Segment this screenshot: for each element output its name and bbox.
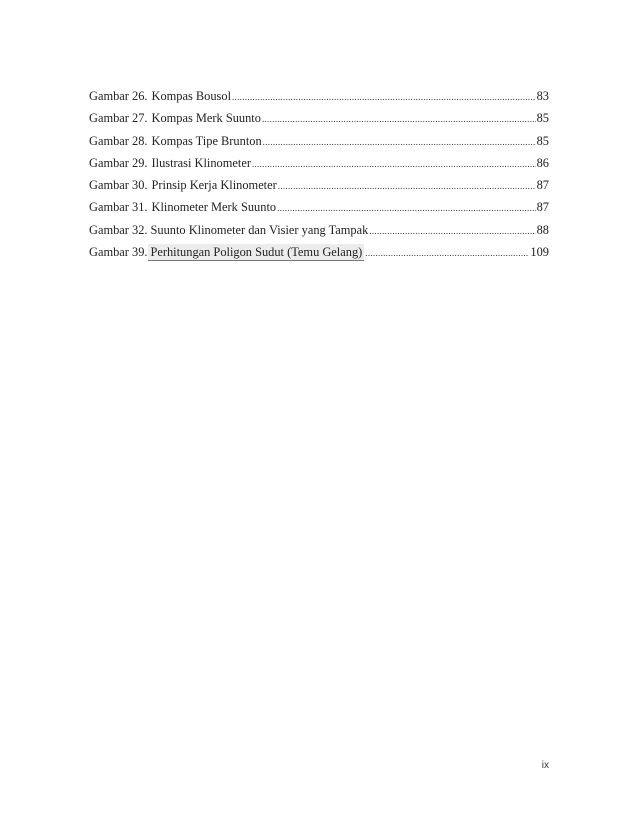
page-ref: 87 — [536, 200, 549, 215]
figure-title: Suunto Klinometer dan Visier yang Tampak — [150, 222, 369, 237]
figure-number: Gambar 31. — [89, 200, 148, 215]
page-ref: 86 — [536, 155, 549, 170]
dot-leader — [232, 89, 536, 105]
figure-title: Kompas Merk Suunto — [151, 111, 261, 126]
figure-number: Gambar 26. — [89, 89, 148, 103]
page-ref: 109 — [530, 245, 549, 260]
page-number: ix — [541, 760, 549, 771]
figure-title: Prinsip Kerja Klinometer — [151, 178, 277, 193]
dot-leader — [277, 200, 536, 216]
figure-title: Kompas Bousol — [151, 89, 232, 103]
toc-entry[interactable] — [89, 155, 549, 177]
toc-entry[interactable] — [89, 88, 549, 110]
figure-number: Gambar 27. — [89, 111, 148, 126]
figure-title-highlighted: Perhitungan Poligon Sudut (Temu Gelang) — [150, 245, 363, 260]
dot-leader — [252, 156, 536, 172]
figure-title: Kompas Tipe Brunton — [151, 133, 262, 148]
figure-number: Gambar 28. — [89, 133, 148, 148]
figure-number: Gambar 30. — [89, 178, 148, 193]
figure-number: Gambar 32. — [89, 222, 148, 237]
page-ref: 85 — [536, 133, 549, 148]
toc-entry[interactable] — [89, 199, 549, 221]
toc-entry[interactable] — [89, 110, 549, 132]
dot-leader — [369, 223, 535, 239]
toc-entry[interactable] — [89, 222, 549, 244]
toc-entry[interactable] — [89, 177, 549, 199]
figure-number: Gambar 29. — [89, 155, 148, 170]
figure-title: Klinometer Merk Suunto — [151, 200, 277, 215]
figure-title: Ilustrasi Klinometer — [151, 155, 251, 170]
page-ref: 85 — [536, 111, 549, 126]
dot-leader — [365, 245, 529, 261]
dot-leader — [278, 178, 536, 194]
dot-leader — [263, 134, 536, 150]
page-ref: 87 — [536, 178, 549, 193]
list-of-figures — [89, 88, 549, 266]
dot-leader — [262, 111, 536, 127]
toc-entry[interactable] — [89, 244, 549, 266]
page-ref: 88 — [536, 222, 549, 237]
figure-number: Gambar 39. — [89, 245, 148, 260]
toc-entry[interactable] — [89, 133, 549, 155]
page-ref: 83 — [536, 89, 549, 103]
